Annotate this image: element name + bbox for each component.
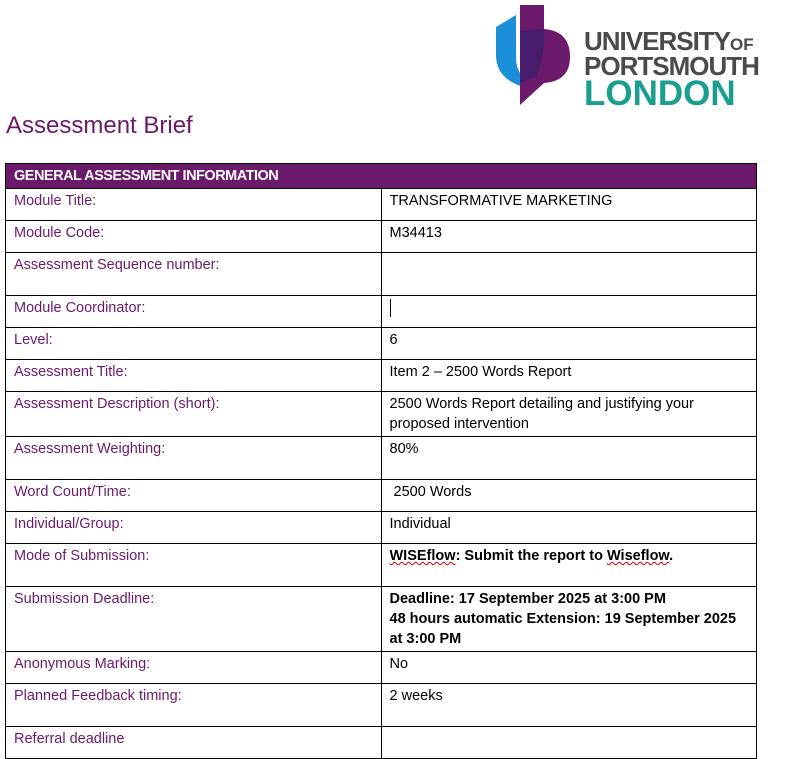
value-referral-deadline[interactable]: [381, 727, 757, 759]
page-title: Assessment Brief: [6, 112, 193, 139]
row-assessment-title: [6, 360, 757, 392]
value-module-code[interactable]: M34413: [381, 221, 757, 253]
logo-mark-icon: [494, 5, 578, 107]
label-assessment-title: Assessment Title:: [6, 360, 382, 392]
row-word-count: [6, 480, 757, 512]
value-word-count[interactable]: 2500 Words: [381, 480, 757, 512]
label-word-count: Word Count/Time:: [6, 480, 382, 512]
value-assessment-title[interactable]: Item 2 – 2500 Words Report: [381, 360, 757, 392]
value-anonymous-marking[interactable]: No: [381, 652, 757, 684]
extension-line: 48 hours automatic Extension: 19 September 2025 at 3:00 PM: [389, 611, 737, 647]
label-anonymous-marking: Anonymous Marking:: [6, 652, 382, 684]
value-module-title[interactable]: TRANSFORMATIVE MARKETING: [381, 189, 757, 221]
university-logo: [494, 5, 776, 113]
row-assessment-description: [6, 392, 757, 437]
label-assessment-description: Assessment Description (short):: [6, 392, 382, 437]
row-submission-deadline: [6, 587, 757, 652]
value-mode-of-submission[interactable]: WISEflow: Submit the report to Wiseflow.: [381, 544, 757, 587]
row-module-code: [6, 221, 757, 253]
label-feedback-timing: Planned Feedback timing:: [6, 684, 382, 727]
text-cursor: [390, 299, 391, 317]
value-individual-group[interactable]: Individual: [381, 512, 757, 544]
row-assessment-weighting: [6, 437, 757, 480]
value-level[interactable]: 6: [381, 328, 757, 360]
label-mode-of-submission: Mode of Submission:: [6, 544, 382, 587]
label-individual-group: Individual/Group:: [6, 512, 382, 544]
value-assessment-description[interactable]: 2500 Words Report detailing and justifying your proposed intervention: [381, 392, 757, 437]
label-submission-deadline: Submission Deadline:: [6, 587, 382, 652]
logo-line-london: LONDON: [584, 74, 736, 113]
row-feedback-timing: [6, 684, 757, 727]
value-sequence-number[interactable]: [381, 253, 757, 296]
value-submission-deadline[interactable]: [381, 587, 757, 652]
row-anonymous-marking: [6, 652, 757, 684]
logo-line-portsmouth: PORTSMOUTH: [584, 51, 759, 81]
table-header-row: [6, 164, 757, 189]
deadline-line: Deadline: 17 September 2025 at 3:00 PM: [389, 591, 666, 607]
table-header: GENERAL ASSESSMENT INFORMATION: [6, 164, 757, 189]
row-sequence-number: [6, 253, 757, 296]
row-mode-of-submission: [6, 544, 757, 587]
label-sequence-number: Assessment Sequence number:: [6, 253, 382, 296]
row-module-coordinator: [6, 296, 757, 328]
value-assessment-weighting[interactable]: 80%: [381, 437, 757, 480]
label-module-code: Module Code:: [6, 221, 382, 253]
label-level: Level:: [6, 328, 382, 360]
value-feedback-timing[interactable]: 2 weeks: [381, 684, 757, 727]
label-module-coordinator: Module Coordinator:: [6, 296, 382, 328]
label-module-title: Module Title:: [6, 189, 382, 221]
row-referral-deadline: [6, 727, 757, 759]
label-referral-deadline: Referral deadline: [6, 727, 382, 759]
row-module-title: [6, 189, 757, 221]
logo-line-university: UNIVERSITYOF: [584, 26, 754, 56]
row-individual-group: [6, 512, 757, 544]
row-level: [6, 328, 757, 360]
label-assessment-weighting: Assessment Weighting:: [6, 437, 382, 480]
value-module-coordinator[interactable]: [381, 296, 757, 328]
assessment-info-table: [5, 163, 757, 759]
